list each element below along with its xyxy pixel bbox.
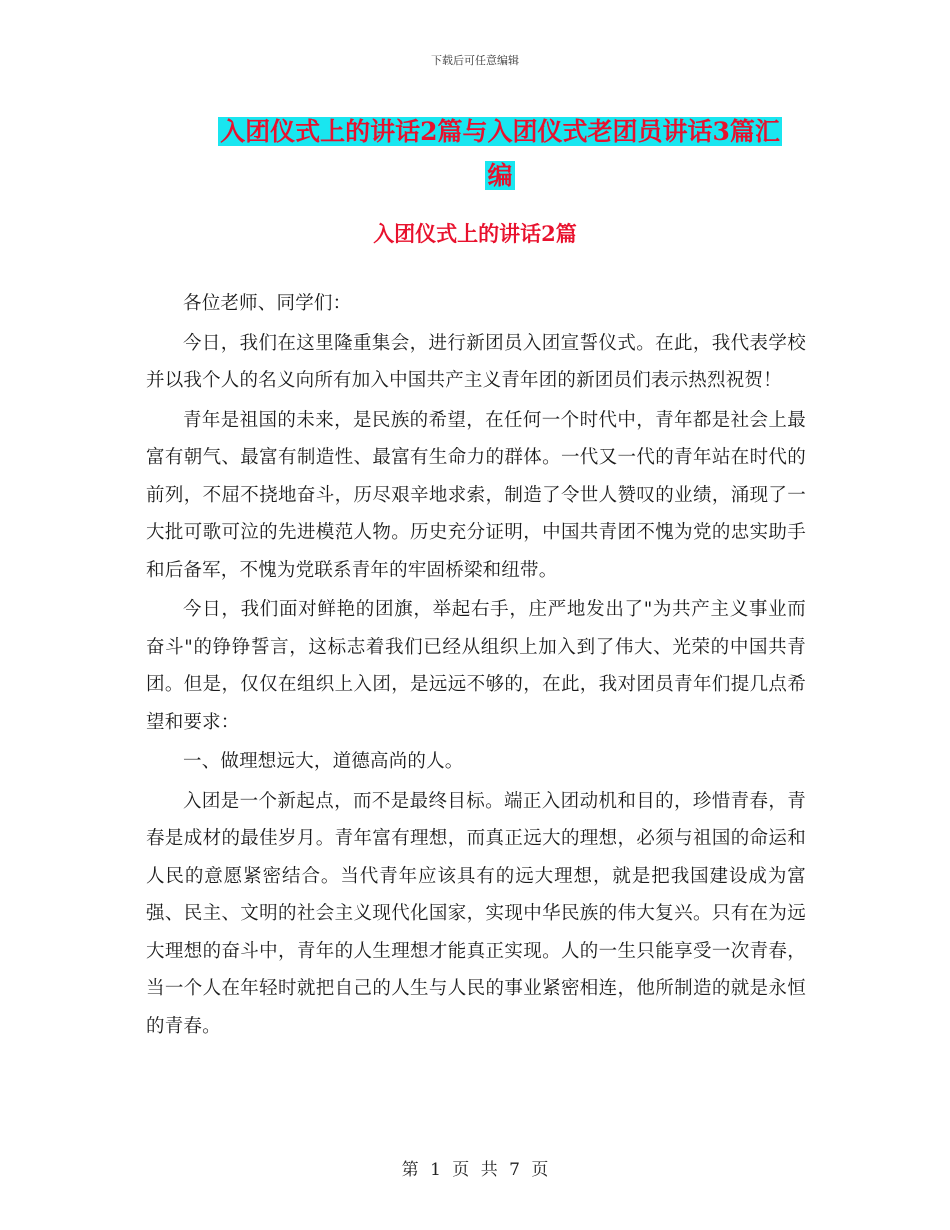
paragraph: 今日，我们面对鲜艳的团旗，举起右手，庄严地发出了"为共产主义事业而奋斗"的铮铮誓言，这标志着我们已经从组织上加入到了伟大、光荣的中国共青团。但是，仅仅在组织上入团，是远远不够的，在此，我对团员青年们提几点希望和要求： — [146, 599, 806, 733]
document-title — [190, 110, 810, 198]
paragraph-heading: 一、做理想远大，道德高尚的人。 — [183, 751, 464, 772]
paragraph: 入团是一个新起点，而不是最终目标。端正入团动机和目的，珍惜青春，青春是成材的最佳岁月。青年富有理想，而真正远大的理想，必须与祖国的命运和人民的意愿紧密结合。当代青年应该具有的远大理想，就是把我国建设成为富强、民主、文明的社会主义现代化国家，实现中华民族的伟大复兴。只有在为远大理想的奋斗中，青年的人生理想才能真正实现。人的一生只能享受一次青春，当一个人在年轻时就把自己的人生与人民的事业紧密相连，他所制造的就是永恒的青春。 — [146, 790, 806, 1037]
page-header-note: 下载后可任意编辑 — [431, 54, 519, 67]
paragraph: 青年是祖国的未来，是民族的希望，在任何一个时代中，青年都是社会上最富有朝气、最富有制造性、最富有生命力的群体。一代又一代的青年站在时代的前列，不屈不挠地奋斗，历尽艰辛地求索，制造了令世人赞叹的业绩，涌现了一大批可歌可泣的先进模范人物。历史充分证明，中国共青团不愧为党的忠实助手和后备军，不愧为党联系青年的牢固桥梁和纽带。 — [146, 409, 806, 581]
document-title-line-2: 编 — [487, 161, 513, 190]
document-title-line-1: 入团仪式上的讲话2篇与入团仪式老团员讲话3篇汇 — [220, 117, 780, 146]
page-number: 第 1 页 共 7 页 — [401, 1160, 549, 1180]
paragraph: 今日，我们在这里隆重集会，进行新团员入团宣誓仪式。在此，我代表学校并以我个人的名义向所有加入中国共产主义青年团的新团员们表示热烈祝贺！ — [146, 332, 806, 391]
document-body — [146, 285, 806, 1047]
paragraph-salutation: 各位老师、同学们： — [183, 293, 352, 314]
section-title: 入团仪式上的讲话2篇 — [373, 221, 577, 246]
